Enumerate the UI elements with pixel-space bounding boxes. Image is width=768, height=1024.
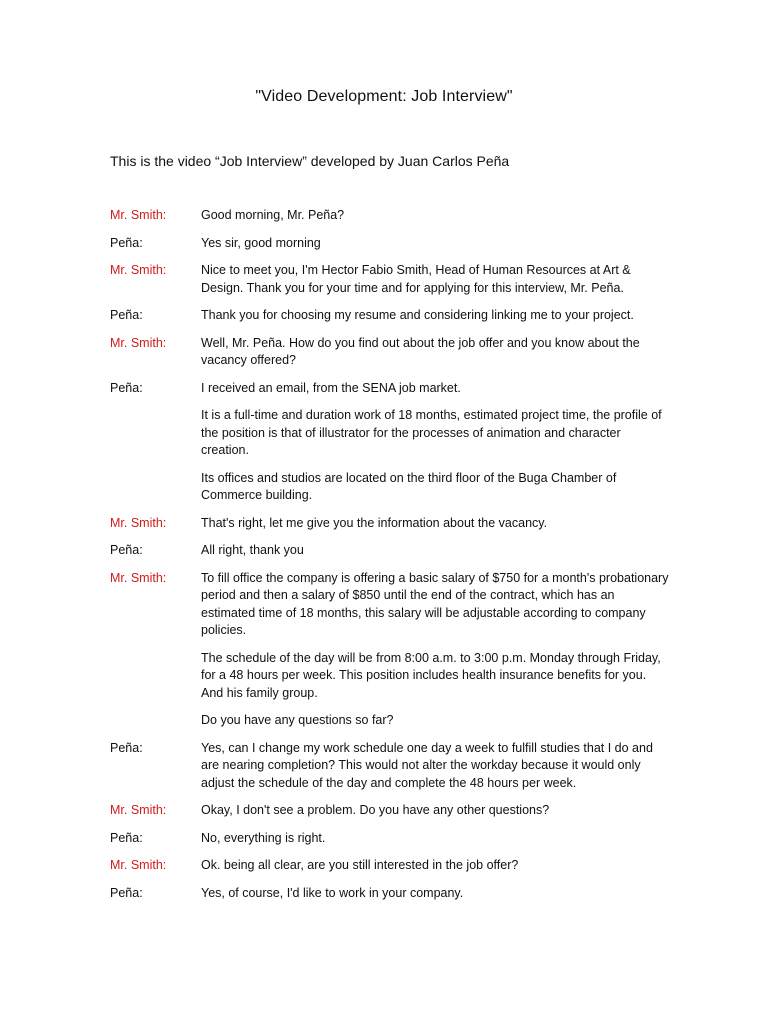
speech-block [201,335,670,380]
speech-paragraph: Thank you for choosing my resume and considering linking me to your project. [201,308,634,322]
speech-block [201,262,670,307]
speech-paragraph: Yes, of course, I'd like to work in your company. [201,885,464,900]
dialogue-turn [110,857,670,885]
speech-paragraph: All right, thank you [201,543,304,557]
speech-paragraph: The schedule of the day will be from 8:00 a.m. to 3:00 p.m. Monday through Friday, for a 48 hours per week. This position includes health insurance benefits for you. And his family group. [201,650,661,700]
speaker-label: Mr. Smith: [110,570,167,585]
speech-block [201,857,670,885]
speech-block [201,515,670,543]
speaker-label: Peña: [110,740,143,755]
document-title: "Video Development: Job Interview" [255,88,513,105]
speech-paragraph: Do you have any questions so far? [201,713,394,727]
speech-paragraph: It is a full-time and duration work of 18 months, estimated project time, the profile of the position is that of illustrator for the processes of animation and character creation. [201,408,662,457]
speech-block [201,885,670,913]
dialogue-turn [110,262,670,307]
speech-paragraph: Good morning, Mr. Peña? [201,208,345,222]
dialogue-list [110,207,670,912]
speaker-label: Mr. Smith: [110,335,167,350]
intro-line: This is the video “Job Interview” developed by Juan Carlos Peña [110,153,510,169]
speech-block [201,235,670,263]
speech-paragraph: Okay, I don't see a problem. Do you have any other questions? [201,803,550,817]
dialogue-turn [110,885,670,913]
speech-paragraph: To fill office the company is offering a basic salary of $750 for a month's probationary period and then a salary of $850 until the end of the contract, which has an estimated time of 18 months, this salary will be adjustable according to company policies. [201,570,669,637]
speaker-label: Peña: [110,380,143,395]
speech-paragraph: Its offices and studios are located on the third floor of the Buga Chamber of Commerce building. [201,470,617,502]
speech-paragraph: No, everything is right. [201,830,326,845]
speaker-label: Peña: [110,830,143,845]
speech-paragraph: Ok. being all clear, are you still interested in the job offer? [201,858,519,872]
speaker-label: Peña: [110,235,143,250]
speech-paragraph: Yes, can I change my work schedule one day a week to fulfill studies that I do and are nearing completion? This would not alter the workday because it would only adjust the schedule of the day and complete the 48 hours per week. [201,740,653,790]
speaker-label: Peña: [110,543,143,557]
speech-block [201,307,670,335]
speech-block [201,542,670,570]
dialogue-turn [110,380,670,515]
speaker-label: Peña: [110,308,143,322]
dialogue-turn [110,740,670,803]
speech-paragraph: Well, Mr. Peña. How do you find out about the job offer and you know about the vacancy offered? [201,335,640,367]
speech-block [201,570,670,740]
speech-block [201,802,670,830]
dialogue-turn [110,802,670,830]
dialogue-turn [110,307,670,335]
speech-block [201,740,670,803]
speech-paragraph: I received an email, from the SENA job market. [201,380,461,395]
speech-paragraph: That's right, let me give you the information about the vacancy. [201,515,548,530]
dialogue-turn [110,570,670,740]
dialogue-turn [110,830,670,858]
speaker-label: Mr. Smith: [110,263,167,277]
dialogue-turn [110,207,670,235]
speech-paragraph: Nice to meet you, I'm Hector Fabio Smith, Head of Human Resources at Art & Design. Thank you for your time and for applying for this interview, Mr. Peña. [201,263,631,295]
dialogue-turn [110,542,670,570]
dialogue-turn [110,235,670,263]
speaker-label: Mr. Smith: [110,208,167,222]
dialogue-turn [110,515,670,543]
speech-paragraph: Yes sir, good morning [201,235,321,250]
speaker-label: Mr. Smith: [110,858,167,872]
speaker-label: Mr. Smith: [110,803,167,817]
dialogue-turn [110,335,670,380]
speaker-label: Peña: [110,885,143,900]
speech-block [201,207,670,235]
speech-block [201,380,670,515]
speaker-label: Mr. Smith: [110,515,167,530]
speech-block [201,830,670,858]
